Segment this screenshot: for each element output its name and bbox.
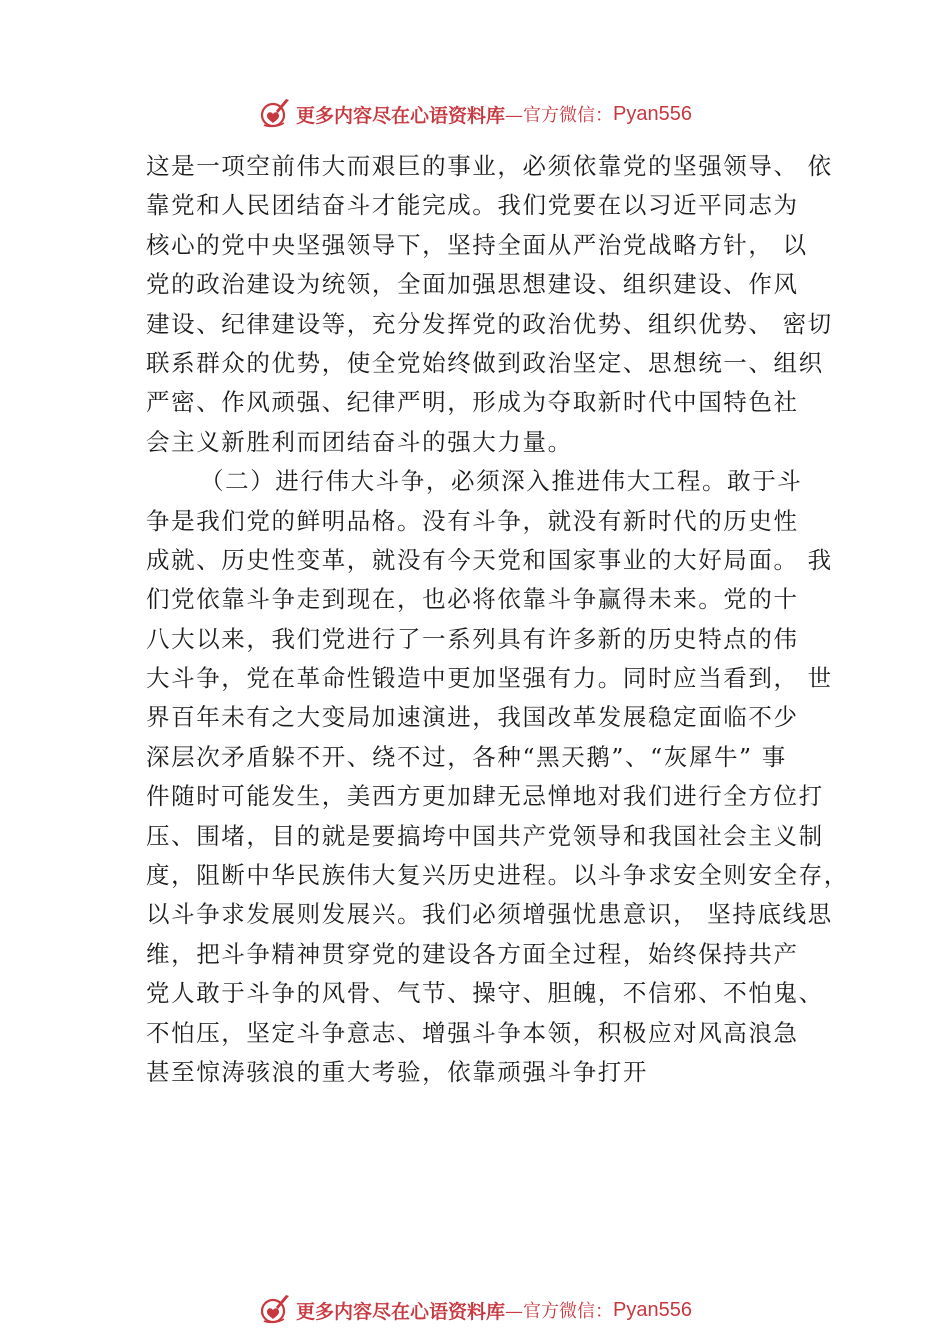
body-line: 度，阻断中华民族伟大复兴历史进程。以斗争求安全则安全存， [146,861,849,890]
document-body [146,147,849,1092]
banner-subtitle: —官方微信： [505,105,614,126]
footer-banner [0,1290,950,1330]
body-line: 成就、历史性变革，就没有今天党和国家事业的大好局面。 我 [146,545,833,574]
body-line: 核心的党中央坚强领导下，坚持全面从严治党战略方针， 以 [146,230,808,259]
banner-subtitle: —官方微信： [505,1301,614,1322]
body-line: 们党依靠斗争走到现在，也必将依靠斗争赢得未来。党的十 [146,585,799,614]
body-line: 件随时可能发生，美西方更加肆无忌惮地对我们进行全方位打 [146,782,824,811]
body-line: 甚至惊涛骇浪的重大考验，依靠顽强斗争打开 [146,1057,648,1086]
section-heading-line: （二）进行伟大斗争，必须深入推进伟大工程。敢于斗 [200,467,803,496]
body-line: 这是一项空前伟大而艰巨的事业，必须依靠党的坚强领导、 依 [146,152,833,180]
body-line: 建设、纪律建设等，充分发挥党的政治优势、组织优势、 密切 [146,309,833,338]
banner-title: 更多内容尽在心语资料库 [296,1300,506,1323]
body-line: 严密、作风顽强、纪律严明，形成为夺取新时代中国特色社 [146,388,799,417]
banner-title: 更多内容尽在心语资料库 [296,104,506,127]
body-line: 维，把斗争精神贯穿党的建设各方面全过程，始终保持共产 [146,939,799,968]
body-line: 党人敢于斗争的风骨、气节、操守、胆魄，不信邪、不怕鬼、 [146,979,824,1008]
body-line: 争是我们党的鲜明品格。没有斗争，就没有新时代的历史性 [146,506,799,535]
body-line: 大斗争，党在革命性锻造中更加坚强有力。同时应当看到， 世 [146,664,833,693]
body-line: 深层次矛盾躲不开、绕不过，各种“黑天鹅”、“灰犀牛” 事 [146,742,787,771]
body-line: 界百年未有之大变局加速演进，我国改革发展稳定面临不少 [146,703,799,732]
body-line: 八大以来，我们党进行了一系列具有许多新的历史特点的伟 [146,624,799,653]
body-line: 以斗争求发展则发展兴。我们必须增强忧患意识， 坚持底线思 [146,900,833,929]
body-line: 党的政治建设为统领，全面加强思想建设、组织建设、作风 [146,270,799,299]
body-line: 压、围堵，目的就是要搞垮中国共产党领导和我国社会主义制 [146,821,824,850]
body-line: 靠党和人民团结奋斗才能完成。我们党要在以习近平同志为 [146,191,799,220]
body-line: 联系群众的优势，使全党始终做到政治坚定、思想统一、组织 [146,348,824,377]
body-line: 不怕压，坚定斗争意志、增强斗争本领，积极应对风高浪急 [146,1018,799,1047]
banner-wechat-id: Pyan556 [613,1298,692,1321]
quill-heart-logo-icon [258,97,292,131]
body-line: 会主义新胜利而团结奋斗的强大力量。 [146,427,573,456]
banner-wechat-id: Pyan556 [613,102,692,125]
header-banner [0,94,950,134]
quill-heart-logo-icon [258,1293,292,1327]
